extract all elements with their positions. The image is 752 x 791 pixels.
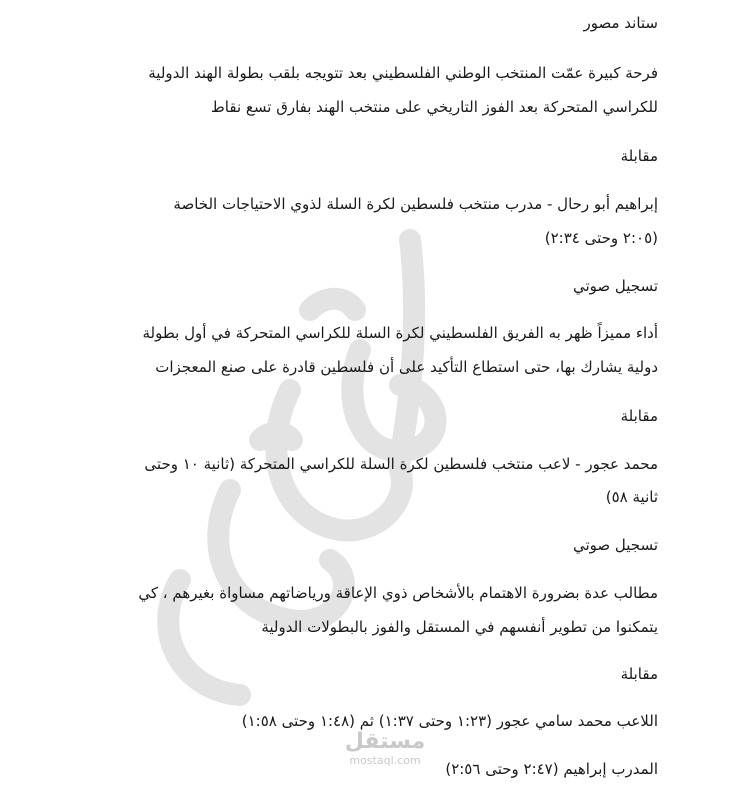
section-heading: تسجيل صوتي [572,277,658,295]
section-heading: مقابلة [620,147,658,165]
paragraph-line: محمد عجور - لاعب منتخب فلسطين لكرة السلة للكراسي المتحركة (ثانية ١٠ وحتى [144,455,658,473]
paragraph-line: للكراسي المتحركة بعد الفوز التاريخي على منتخب الهند بفارق تسع نقاط [210,98,658,116]
section-heading: ستاند مصور [583,14,658,32]
paragraph-line: دولية يشارك بها، حتى استطاع التأكيد على أن فلسطين قادرة على صنع المعجزات [155,358,658,376]
timestamp-line: (٢:٠٥ وحتى ٢:٣٤) [544,229,658,247]
timestamp-line: اللاعب محمد سامي عجور (١:٢٣ وحتى ١:٣٧) ثم (١:٤٨ وحتى ١:٥٨) [241,712,658,730]
section-heading: مقابلة [620,665,658,683]
paragraph-line: يتمكنوا من تطوير أنفسهم في المستقل والفوز بالبطولات الدولية [261,618,658,636]
paragraph-line: أداء مميزاً ظهر به الفريق الفلسطيني لكرة السلة للكراسي المتحركة في أول بطولة [142,324,658,342]
paragraph-line: مطالب عدة بضرورة الاهتمام بالأشخاص ذوي الإعاقة ورياضاتهم مساواة بغيرهم ، كي [138,584,658,602]
timestamp-line: ثانية ٥٨) [605,488,658,506]
mostaql-brand-url: mostaql.com [349,754,421,767]
section-heading: تسجيل صوتي [572,536,658,554]
paragraph-line: فرحة كبيرة عمّت المنتخب الوطني الفلسطيني بعد تتويجه بلقب بطولة الهند الدولية [148,64,658,82]
timestamp-line: المدرب إبراهيم (٢:٤٧ وحتى ٢:٥٦) [445,760,658,778]
section-heading: مقابلة [620,407,658,425]
paragraph-line: إبراهيم أبو رحال - مدرب منتخب فلسطين لكرة السلة لذوي الاحتياجات الخاصة [173,195,658,213]
mostaql-brand-text: مستقل [344,729,426,754]
